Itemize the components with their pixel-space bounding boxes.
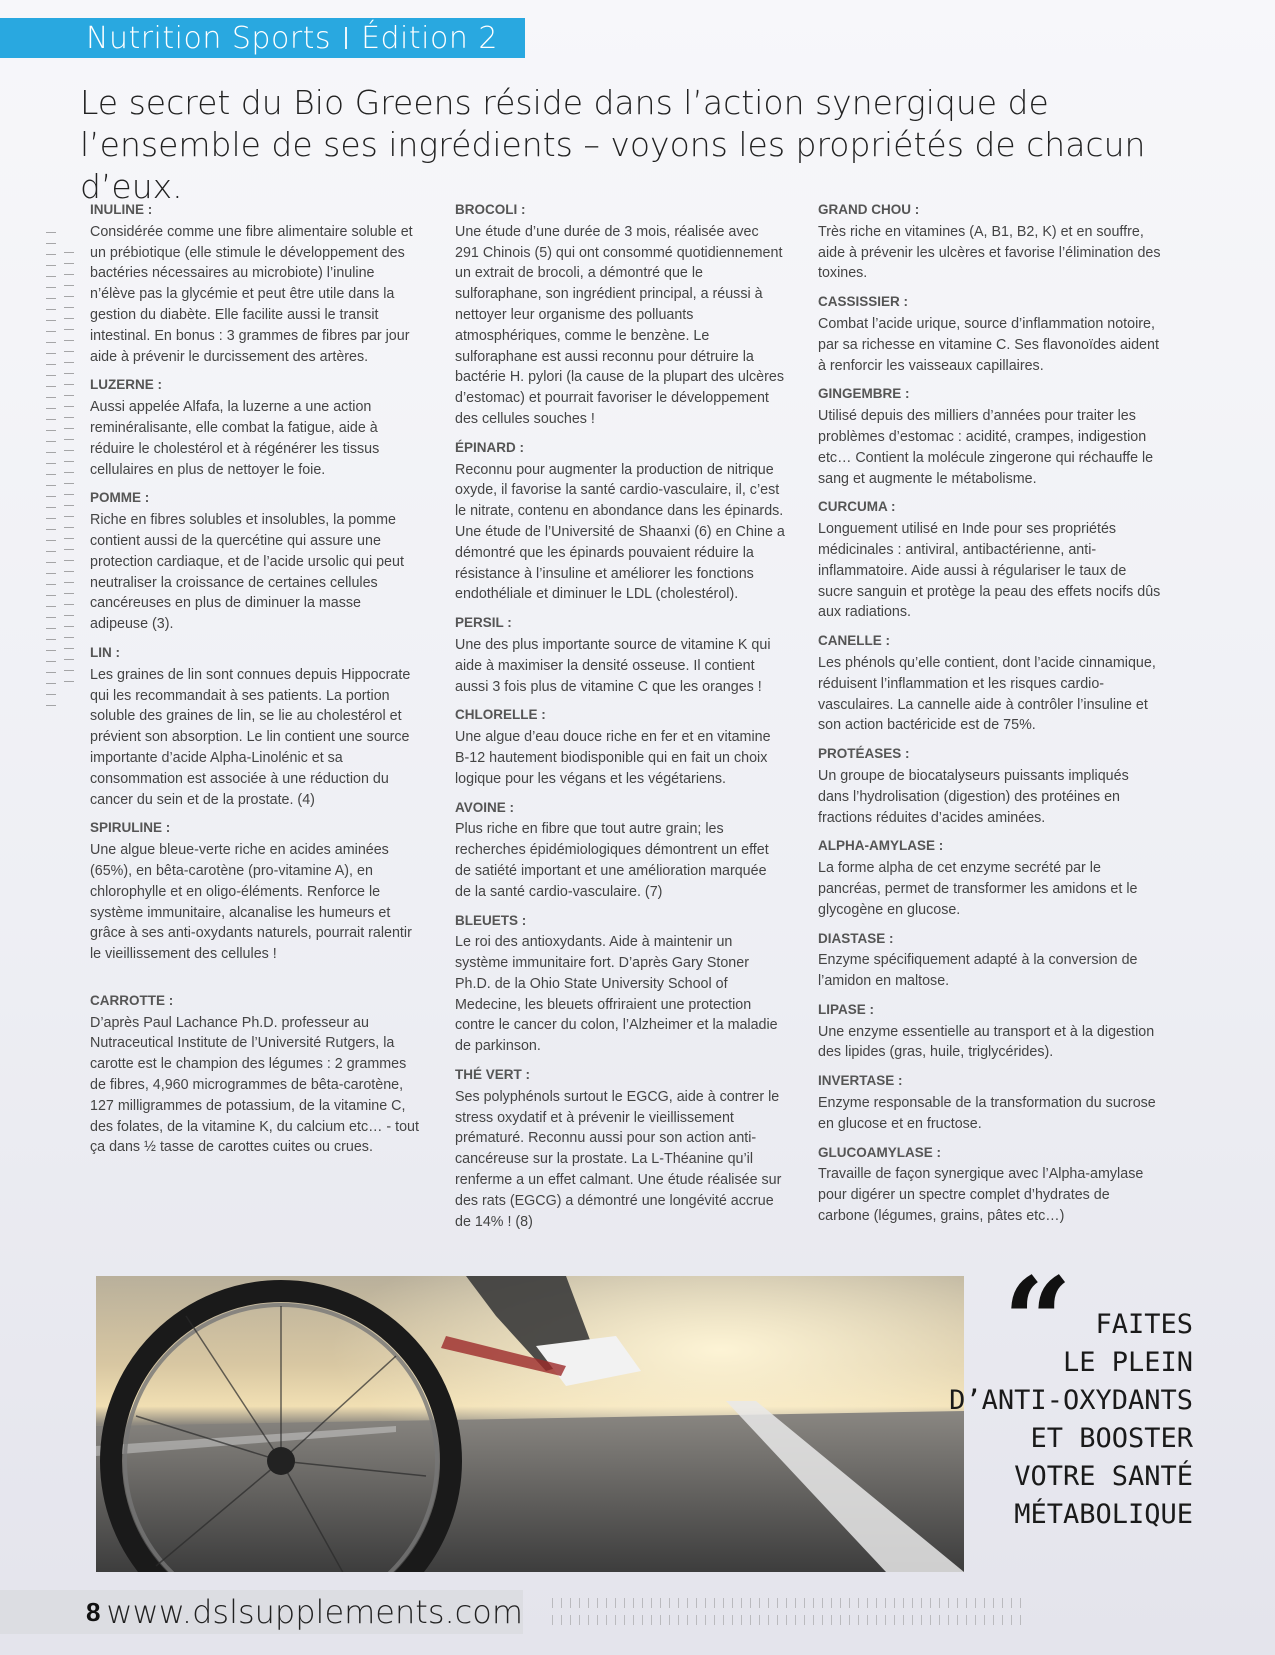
ingredient-entry	[455, 705, 785, 789]
pull-quote-line: VOTRE SANTÉ	[1014, 1461, 1193, 1492]
ingredient-entry	[455, 613, 785, 697]
ingredient-column-2	[455, 200, 785, 1240]
ingredient-description: Travaille de façon synergique avec l’Alpha-amylase pour digérer un spectre complet d’hydrates de carbone (légumes, grains, pâtes etc…)	[818, 1166, 1144, 1225]
pull-quote	[943, 1306, 1193, 1534]
ingredient-entry	[90, 818, 420, 965]
ingredient-description: D’après Paul Lachance Ph.D. professeur au Nutraceutical Institute de l’Université Rutgers, la carotte est le champion des légumes : 2 grammes de fibres, 4,960 microgrammes de bêta-carotène, 127 milligrammes de potassium, de la vitamine C, des folates, de la vitamine K, du calcium etc… - tout ça dans ½ tasse de carottes cuites ou crues.	[90, 1014, 419, 1156]
ingredient-description: Enzyme responsable de la transformation du sucrose en glucose et en fructose.	[818, 1095, 1156, 1132]
ingredient-entry	[818, 1000, 1163, 1063]
ingredient-title: CANELLE :	[818, 633, 890, 649]
ingredient-title: PROTÉASES :	[818, 746, 910, 762]
ingredient-title: GLUCOAMYLASE :	[818, 1144, 941, 1160]
ingredient-entry	[818, 497, 1163, 623]
headline: Le secret du Bio Greens réside dans l’action synergique de l’ensemble de ses ingrédients – voyons les propriétés de chacun d’eux.	[80, 83, 1146, 206]
ingredient-title: ALPHA-AMYLASE :	[818, 838, 944, 854]
ingredient-description: Enzyme spécifiquement adapté à la conversion de l’amidon en maltose.	[818, 952, 1138, 990]
ingredient-description: Le roi des antioxydants. Aide à maintenir un système immunitaire fort. D’après Gary Stoner Ph.D. de la Ohio State University School of Medecine, les bleuets offriraient une protection contre le cancer du colon, l’Alzheimer et la maladie de parkinson.	[455, 934, 778, 1055]
ingredient-title: THÉ VERT :	[455, 1067, 531, 1083]
ingredient-title: BROCOLI :	[455, 202, 526, 217]
ingredient-title: SPIRULINE :	[90, 820, 171, 836]
ingredient-description: Aussi appelée Alfafa, la luzerne a une action reminéralisante, elle combat la fatigue, aide à réduire le cholestérol et à régénérer les tissus cellulaires en plus de nettoyer le foie.	[90, 399, 380, 478]
ingredient-entry	[818, 1071, 1163, 1134]
ingredient-title: LIN :	[90, 644, 120, 660]
ingredient-entry	[90, 200, 420, 367]
section-header	[0, 18, 525, 58]
ingredient-title: CARROTTE :	[90, 992, 174, 1008]
ingredient-description: Une étude d’une durée de 3 mois, réalisée avec 291 Chinois (5) qui ont consommé quotidiennement un extrait de brocoli, a démontré que le sulforaphane, son ingrédient principal, a réussi à nettoyer leur organisme des polluants atmosphériques, comme le benzène. Le sulforaphane est aussi reconnu pour détruire la bactérie H. pylori (la cause de la plupart des ulcères d’estomac) et pourrait favoriser le développement des cellules souches !	[455, 223, 784, 427]
ingredient-description: Riche en fibres solubles et insolubles, la pomme contient aussi de la quercétine qui assure une protection cardiaque, et de l’acide ursolic qui peut neutraliser la croissance de certaines cellules cancéreuses en plus de diminuer la masse adipeuse (3).	[90, 512, 404, 633]
ingredient-entry	[818, 744, 1163, 828]
ingredient-description: Reconnu pour augmenter la production de nitrique oxyde, il favorise la santé cardio-vasculaire, il, c’est le nitrate, contenu en abondance dans les épinards. Une étude de l’Université de Shaanxi (6) en Chine a démontré que les épinards pouvaient réduire la résistance à l’insuline et améliorer les fonctions endothéliale et diminuer le LDL (cholestérol).	[455, 461, 785, 603]
quote-mark-icon: “	[1003, 1251, 1073, 1392]
ingredient-title: POMME :	[90, 490, 150, 506]
website-link[interactable]: www.dslsupplements.com	[106, 1593, 523, 1631]
ingredient-entry	[90, 643, 420, 810]
ingredient-entry	[455, 798, 785, 903]
ingredient-title: GINGEMBRE :	[818, 386, 910, 402]
ingredient-title: CASSISSIER :	[818, 294, 909, 310]
ingredient-entry	[818, 1143, 1163, 1227]
ingredient-title: BLEUETS :	[455, 912, 527, 928]
header-separator	[345, 27, 347, 49]
edition-label: Édition 2	[361, 20, 498, 56]
ingredient-title: GRAND CHOU :	[818, 202, 920, 217]
ingredient-title: CHLORELLE :	[455, 707, 546, 723]
ingredient-title: ÉPINARD :	[455, 439, 525, 455]
ingredient-entry	[90, 991, 420, 1158]
decorative-footer-ticks	[552, 1598, 1022, 1628]
cyclist-road-photo	[96, 1276, 964, 1572]
ingredient-entry	[90, 375, 420, 480]
ingredient-entry	[455, 200, 785, 430]
ingredient-title: LUZERNE :	[90, 377, 162, 393]
ingredient-description: Les phénols qu’elle contient, dont l’acide cinnamique, réduisent l’inflammation et les risques cardio-vasculaires. La cannelle aide à contrôler l’insuline et son action bactéricide est de 75%.	[818, 654, 1156, 734]
ingredient-description: La forme alpha de cet enzyme secrété par le pancréas, permet de transformer les amidons et le glycogène en glucose.	[818, 860, 1138, 918]
ingredient-entry	[90, 488, 420, 635]
ingredient-entry	[818, 631, 1163, 736]
cyclist-illustration	[96, 1276, 964, 1572]
ingredient-entry	[818, 929, 1163, 992]
ingredient-description: Les graines de lin sont connues depuis Hippocrate qui les recommandait à ses patients. La portion soluble des graines de lin, se lie au cholestérol et prévient son absorption. Le lin contient une source importante d’acide Alpha-Linolénic et sa consommation est associée à une réduction du cancer du sein et de la prostate. (4)	[90, 666, 411, 808]
ingredient-title: LIPASE :	[818, 1001, 875, 1017]
ingredient-entry	[818, 292, 1163, 376]
pull-quote-line: MÉTABOLIQUE	[1014, 1499, 1193, 1530]
footer	[0, 1590, 523, 1634]
ingredient-column-3	[818, 200, 1163, 1235]
ingredient-description: Une des plus importante source de vitamine K qui aide à maximiser la densité osseuse. Il contient aussi 3 fois plus de vitamine C que les oranges !	[455, 636, 771, 695]
ingredient-title: INULINE :	[90, 202, 153, 217]
pull-quote-line: FAITES	[1095, 1309, 1193, 1340]
ingredient-entry	[455, 1065, 785, 1232]
ingredient-title: INVERTASE :	[818, 1073, 903, 1089]
section-name: Nutrition Sports	[86, 20, 332, 56]
pull-quote-line: ET BOOSTER	[1030, 1423, 1193, 1454]
ingredient-title: CURCUMA :	[818, 499, 896, 515]
ingredient-entry	[455, 438, 785, 605]
ingredient-title: AVOINE :	[455, 799, 515, 815]
pull-quote-line: D’ANTI-OXYDANTS	[949, 1385, 1193, 1416]
ingredient-title: PERSIL :	[455, 615, 512, 631]
ingredient-column-1	[90, 200, 420, 1166]
ingredient-description: Un groupe de biocatalyseurs puissants impliqués dans l’hydrolisation (digestion) des protéines en fractions réduites d’acides aminées.	[818, 767, 1129, 826]
ingredient-description: Une algue bleue-verte riche en acides aminées (65%), en bêta-carotène (pro-vitamine A), en chlorophylle et en oligo-éléments. Renforce le système immunitaire, alcanalise les humeurs et grâce à ses anti-oxydants naturels, pourrait ralentir le vieillissement des cellules !	[90, 842, 412, 963]
pull-quote-line: LE PLEIN	[1062, 1347, 1193, 1378]
ingredient-description: Longuement utilisé en Inde pour ses propriétés médicinales : antiviral, antibactérienne, anti-inflammatoire. Aide aussi à régulariser le taux de sucre sanguin et protège la peau des effets nocifs dûs aux radiations.	[818, 521, 1161, 621]
ingredient-description: Une algue d’eau douce riche en fer et en vitamine B-12 hautement biodisponible qui en fait un choix logique pour les végans et les végétariens.	[455, 729, 771, 787]
ingredient-description: Plus riche en fibre que tout autre grain; les recherches épidémiologiques démontrent un effet de satiété important et une amélioration marquée de la santé cardio-vasculaire. (7)	[455, 821, 769, 900]
ingredient-description: Utilisé depuis des milliers d’années pour traiter les problèmes d’estomac : acidité, crampes, indigestion etc… Contient la molécule zingerone qui réchauffe le sang et augmente le métabolisme.	[818, 408, 1154, 487]
ingredient-entry	[818, 836, 1163, 920]
ingredient-description: Une enzyme essentielle au transport et à la digestion des lipides (gras, huile, triglycérides).	[818, 1023, 1155, 1061]
ingredient-entry	[455, 911, 785, 1058]
ingredient-description: Combat l’acide urique, source d’inflammation notoire, par sa richesse en vitamine C. Ses flavonoïdes aident à renforcir les vaisseaux capillaires.	[818, 315, 1159, 374]
ingredient-description: Très riche en vitamines (A, B1, B2, K) et en souffre, aide à prévenir les ulcères et favorise l’élimination des toxines.	[818, 223, 1161, 282]
ingredient-description: Considérée comme une fibre alimentaire soluble et un prébiotique (elle stimule le développement des bactéries nécessaires au microbiote) l’inuline n’élève pas la glycémie et peut être utile dans la gestion du diabète. Elle facilite aussi le transit intestinal. En bonus : 3 grammes de fibres par jour aide à prévenir le durcissement des artères.	[90, 223, 413, 365]
ingredient-description: Ses polyphénols surtout le EGCG, aide à contrer le stress oxydatif et à prévenir le vieillissement prématuré. Reconnu aussi pour son action anti-cancéreuse sur la prostate. La L-Théanine qu’il renferme a un effet calmant. Une étude réalisée sur des rats (EGCG) a démontré une longévité accrue de 14% ! (8)	[455, 1088, 782, 1230]
page-number: 8	[86, 1596, 101, 1627]
ingredient-entry	[818, 200, 1163, 284]
ingredient-title: DIASTASE :	[818, 930, 894, 946]
decorative-tick-marks	[46, 232, 76, 712]
ingredient-entry	[818, 384, 1163, 489]
